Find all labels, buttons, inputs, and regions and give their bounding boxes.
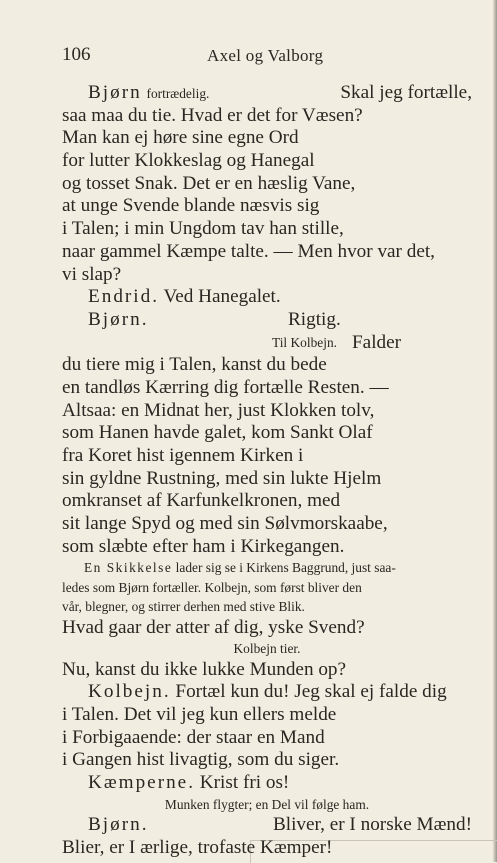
verse-line: for lutter Klokkeslag og Hanegal <box>62 150 315 172</box>
verse-line: Hvad gaar der atter af dig, yske Svend? <box>62 616 365 638</box>
verse-line: Blier, er I ærlige, trofaste Kæmper! <box>62 836 333 858</box>
stage-direction: Munken flygter; en Del vil følge ham. <box>164 796 370 812</box>
verse-line: som slæbte efter ham i Kirkegangen. <box>62 535 345 557</box>
page-edge-shadow <box>493 0 497 862</box>
stage-direction: fortrædelig. <box>146 86 210 101</box>
verse-line: sit lange Spyd og med sin Sølvmorskaabe, <box>62 513 388 535</box>
verse-line: i Forbigaaende: der staar en Mand <box>62 726 325 748</box>
text-line <box>62 814 472 837</box>
text-line <box>62 286 472 309</box>
play-text <box>62 82 472 860</box>
speaker-name: Bjørn <box>88 82 142 103</box>
stage-direction: Til Kolbejn. <box>272 334 337 350</box>
verse-line: Ved Hanegalet. <box>163 286 281 308</box>
text-line <box>62 681 472 704</box>
verse-line: du tiere mig i Talen, kanst du bede <box>62 354 327 376</box>
verse-line: Bliver, er I norske Mænd! <box>272 814 472 836</box>
verse-line: som Hanen havde galet, kom Sankt Olaf <box>62 422 373 444</box>
verse-line: Falder <box>352 331 402 353</box>
stage-figure: En Skikkelse <box>84 560 173 576</box>
verse-line: fra Koret hist igennem Kirken i <box>62 445 304 466</box>
verse-line: Rigtig. <box>288 308 341 330</box>
text-line <box>62 772 472 795</box>
verse-line: i Talen; i min Ungdom tav han stille, <box>62 218 344 240</box>
stage-direction: vår, blegner, og stirrer derhen med stive Blik. <box>62 599 305 615</box>
verse-line: i Talen. Det vil jeg kun ellers melde <box>62 704 337 726</box>
speaker-name: Kolbejn. <box>88 681 171 703</box>
speaker-name: Bjørn. <box>88 814 149 836</box>
verse-line: Man kan ej høre sine egne Ord <box>62 127 299 149</box>
verse-line: Krist fri os! <box>199 772 290 794</box>
verse-line: Nu, kanst du ikke lukke Munden op? <box>62 658 347 680</box>
text-line <box>62 309 472 332</box>
page-number: 106 <box>62 44 91 65</box>
verse-line: at unge Svende blande næsvis sig <box>62 195 320 217</box>
stage-direction: ledes som Bjørn fortæller. Kolbejn, som først bliver den <box>62 579 362 595</box>
page-header <box>62 44 442 68</box>
text-line <box>62 332 472 355</box>
verse-line: omkranset af Karfunkelkronen, med <box>62 490 341 512</box>
verse-line: sin gyldne Rustning, med sin lukte Hjelm <box>62 467 382 489</box>
verse-line: Skal jeg fortælle, <box>340 82 472 103</box>
verse-line: vi slap? <box>62 263 122 285</box>
speaker-name: Endrid. <box>88 286 160 308</box>
speaker-name: Bjørn. <box>88 308 149 330</box>
stage-direction <box>62 558 472 577</box>
verse-line: Altsaa: en Midnat her, just Klokken tolv, <box>62 399 375 421</box>
verse-line: og tosset Snak. Det er en hæslig Vane, <box>62 172 356 194</box>
running-title: Axel og Valborg <box>207 46 324 65</box>
stage-direction: Kolbejn tier. <box>233 641 301 657</box>
verse-line: saa maa du tie. Hvad er det for Væsen? <box>62 104 363 126</box>
speaker-name: Kæmperne. <box>88 772 195 794</box>
verse-line: Fortæl kun du! Jeg skal ej falde dig <box>175 681 447 703</box>
verse-line: i Gangen hist livagtig, som du siger. <box>62 749 340 771</box>
verse-line: naar gammel Kæmpe talte. — Men hvor var det, <box>62 240 435 262</box>
text-line <box>62 82 472 105</box>
verse-line: en tandløs Kærring dig fortælle Resten. — <box>62 376 389 398</box>
stage-direction-text: lader sig se i Kirkens Baggrund, just saa- <box>175 560 396 576</box>
